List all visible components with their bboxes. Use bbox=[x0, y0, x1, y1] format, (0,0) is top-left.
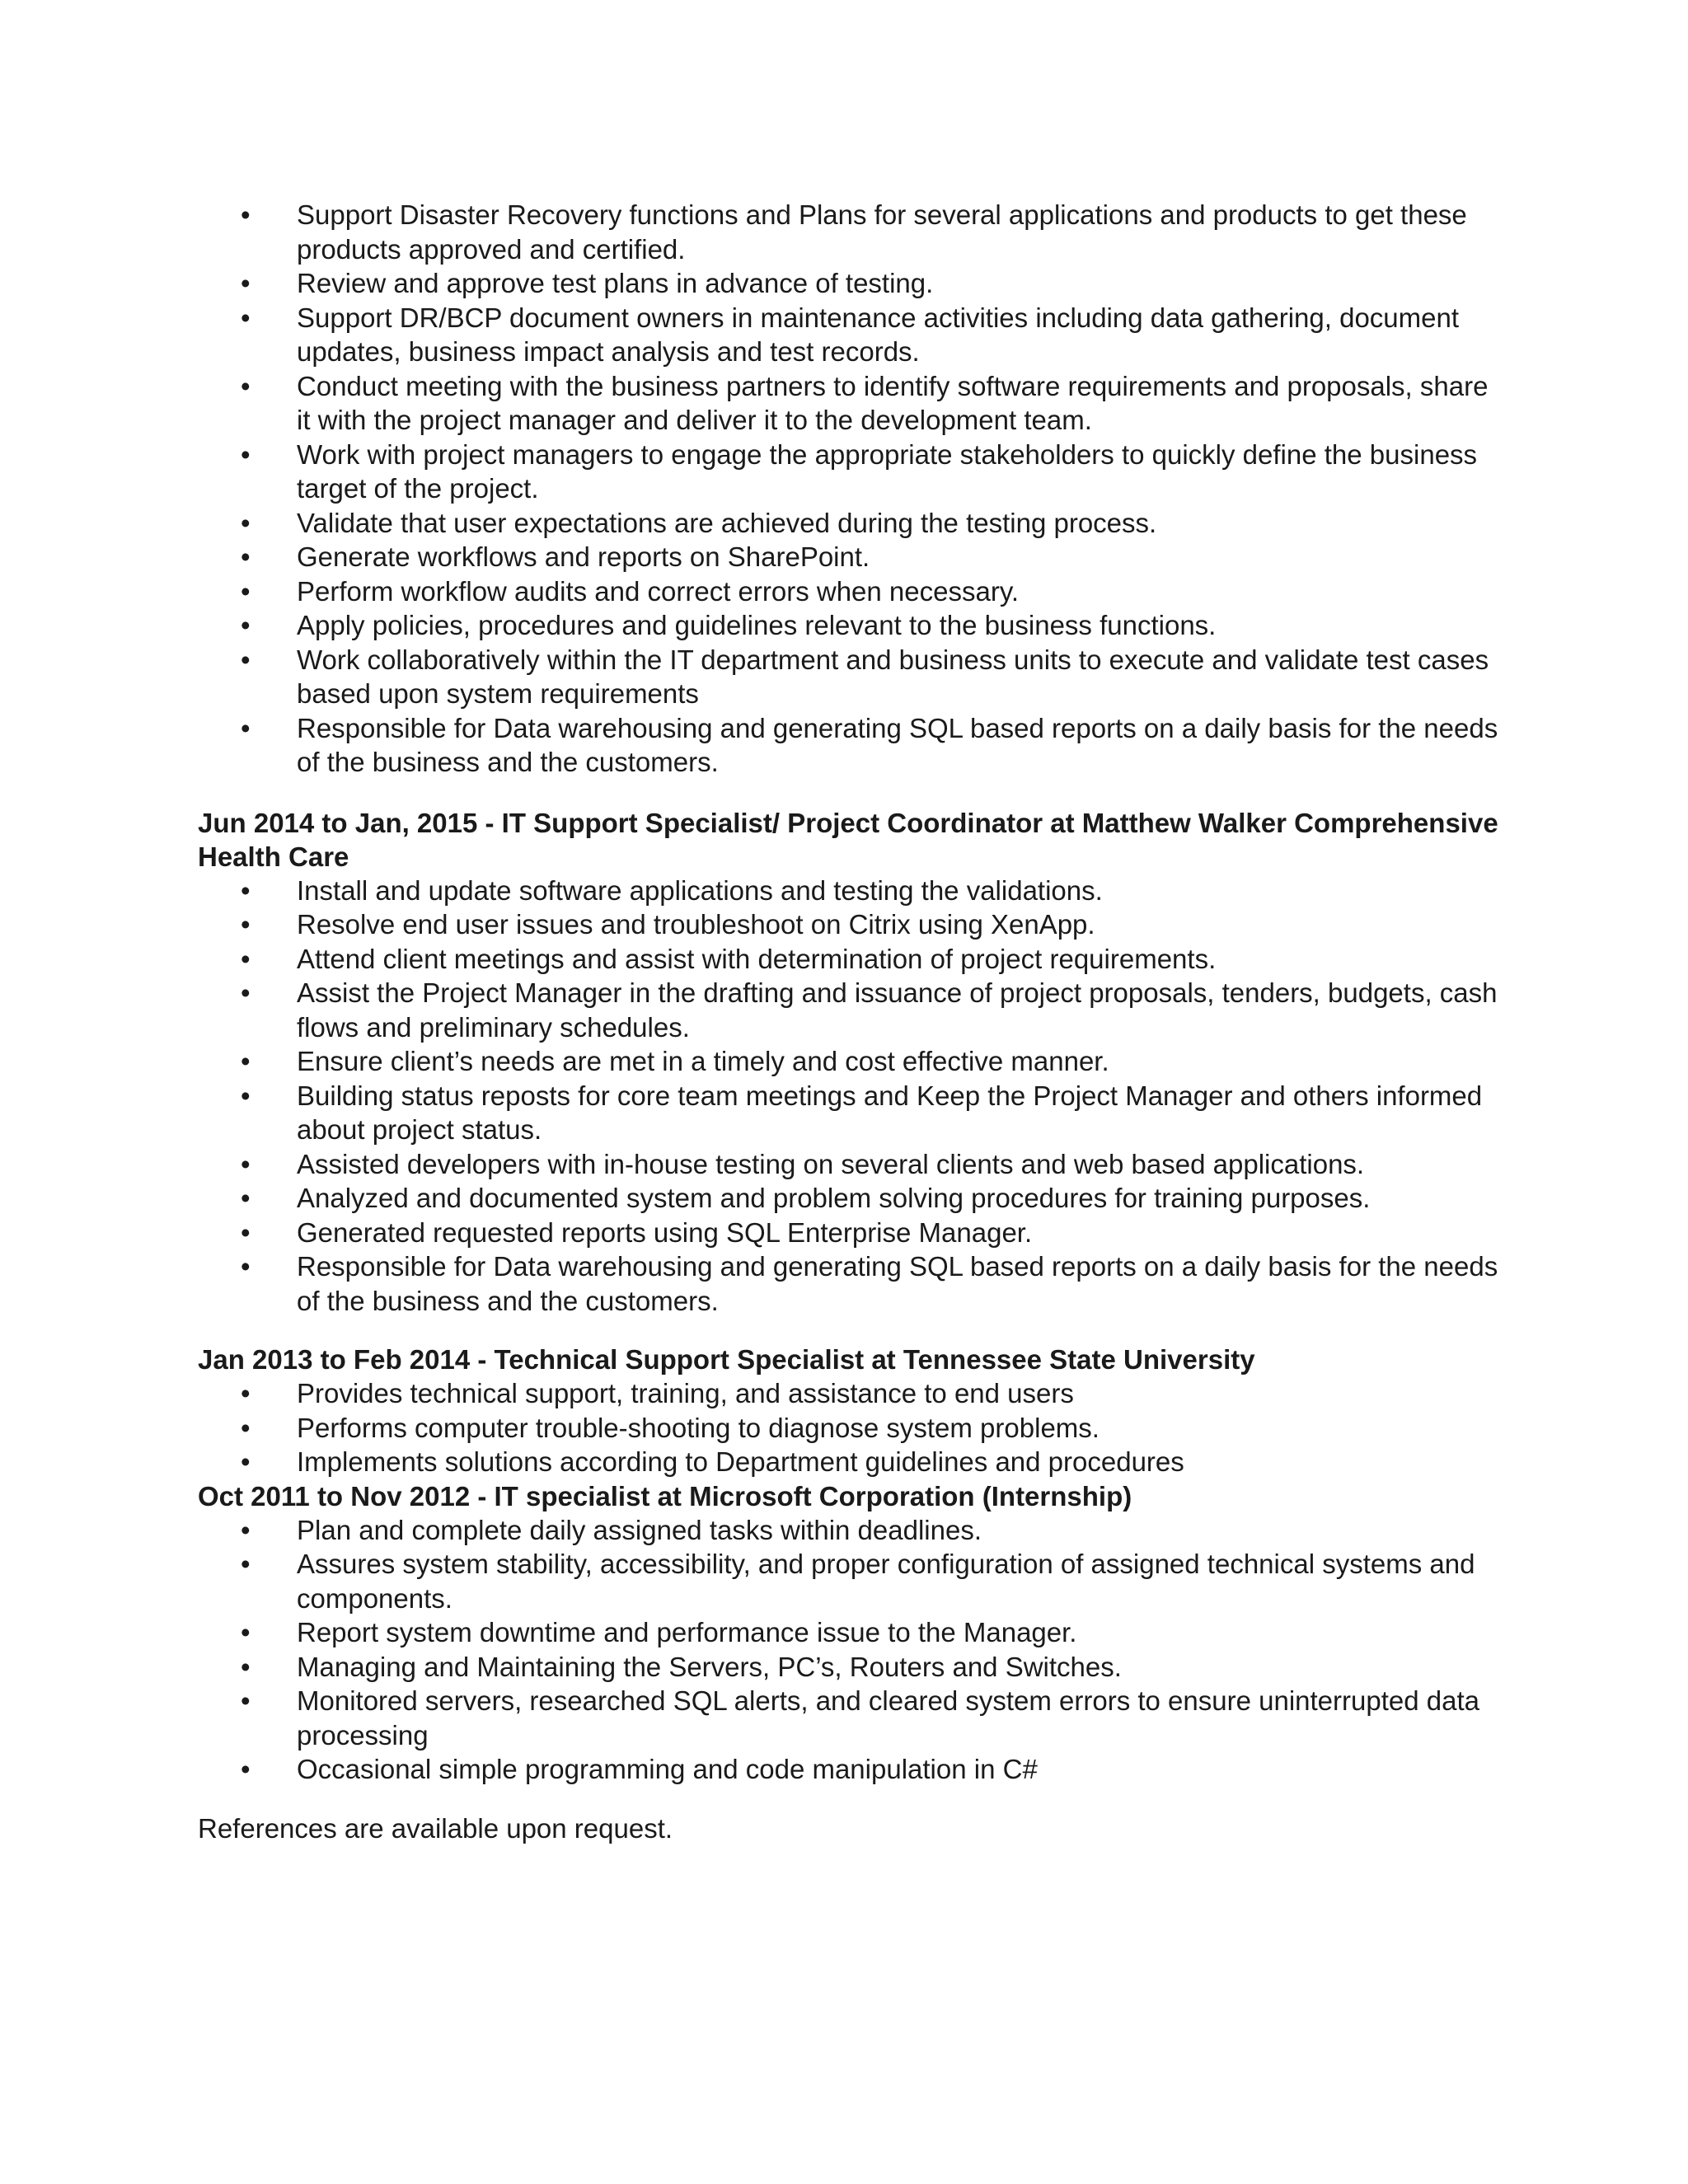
tsu-bullet-list bbox=[198, 1376, 1500, 1479]
spacer bbox=[198, 780, 1500, 806]
bullet-item: • Assures system stability, accessibility, and proper configuration of assigned technical systems and components. bbox=[297, 1547, 1500, 1615]
bullet-item: • Review and approve test plans in advance of testing. bbox=[297, 266, 1500, 301]
bullet-item: • Resolve end user issues and troubleshoot on Citrix using XenApp. bbox=[297, 907, 1500, 942]
bullet-item: • Install and update software applications and testing the validations. bbox=[297, 874, 1500, 908]
bullet-item: • Generated requested reports using SQL Enterprise Manager. bbox=[297, 1216, 1500, 1250]
bullet-item: • Assisted developers with in-house testing on several clients and web based applications. bbox=[297, 1147, 1500, 1182]
resume-page bbox=[198, 198, 1500, 1845]
bullet-item: • Conduct meeting with the business partners to identify software requirements and proposals, share it with the project manager and deliver it to the development team. bbox=[297, 369, 1500, 438]
bullet-item: • Monitored servers, researched SQL alerts, and cleared system errors to ensure uninterrupted data processing bbox=[297, 1684, 1500, 1752]
bullet-item: • Work with project managers to engage the appropriate stakeholders to quickly define the business target of the project. bbox=[297, 438, 1500, 506]
bullet-item: • Responsible for Data warehousing and generating SQL based reports on a daily basis for the needs of the business and the customers. bbox=[297, 711, 1500, 780]
bullet-item: • Occasional simple programming and code manipulation in C# bbox=[297, 1752, 1500, 1787]
bullet-item: • Generate workflows and reports on SharePoint. bbox=[297, 540, 1500, 574]
matthew-walker-bullet-list bbox=[198, 874, 1500, 1319]
bullet-item: • Provides technical support, training, and assistance to end users bbox=[297, 1376, 1500, 1411]
bullet-item: • Ensure client’s needs are met in a timely and cost effective manner. bbox=[297, 1044, 1500, 1079]
spacer bbox=[198, 1318, 1500, 1343]
bullet-item: • Support DR/BCP document owners in maintenance activities including data gathering, document updates, business impact analysis and test records. bbox=[297, 301, 1500, 369]
bullet-item: • Implements solutions according to Department guidelines and procedures bbox=[297, 1445, 1500, 1479]
intro-bullet-list bbox=[198, 198, 1500, 780]
spacer bbox=[198, 1787, 1500, 1811]
job-heading-tsu: Jan 2013 to Feb 2014 - Technical Support Specialist at Tennessee State University bbox=[198, 1344, 1255, 1375]
microsoft-bullet-list bbox=[198, 1513, 1500, 1787]
bullet-item: • Attend client meetings and assist with determination of project requirements. bbox=[297, 942, 1500, 977]
job-heading-matthew-walker: Jun 2014 to Jan, 2015 - IT Support Specialist/ Project Coordinator at Matthew Walker Comprehensive Health Care bbox=[198, 807, 1498, 872]
bullet-item: • Perform workflow audits and correct errors when necessary. bbox=[297, 574, 1500, 609]
bullet-item: • Analyzed and documented system and problem solving procedures for training purposes. bbox=[297, 1181, 1500, 1216]
bullet-item: • Performs computer trouble-shooting to diagnose system problems. bbox=[297, 1411, 1500, 1446]
bullet-item: • Validate that user expectations are achieved during the testing process. bbox=[297, 506, 1500, 541]
bullet-item: • Assist the Project Manager in the drafting and issuance of project proposals, tenders, budgets, cash flows and preliminary schedules. bbox=[297, 976, 1500, 1044]
bullet-item: • Plan and complete daily assigned tasks within deadlines. bbox=[297, 1513, 1500, 1548]
job-heading-microsoft: Oct 2011 to Nov 2012 - IT specialist at Microsoft Corporation (Internship) bbox=[198, 1480, 1132, 1511]
references-note: References are available upon request. bbox=[198, 1812, 673, 1844]
bullet-item: • Apply policies, procedures and guidelines relevant to the business functions. bbox=[297, 608, 1500, 643]
bullet-item: • Building status reposts for core team meetings and Keep the Project Manager and others informed about project status. bbox=[297, 1079, 1500, 1147]
bullet-item: • Work collaboratively within the IT department and business units to execute and validate test cases based upon system requirements bbox=[297, 643, 1500, 711]
bullet-item: • Responsible for Data warehousing and generating SQL based reports on a daily basis for the needs of the business and the customers. bbox=[297, 1249, 1500, 1318]
bullet-item: • Report system downtime and performance issue to the Manager. bbox=[297, 1615, 1500, 1650]
bullet-item: • Support Disaster Recovery functions and Plans for several applications and products to get these products approved and certified. bbox=[297, 198, 1500, 266]
bullet-item: • Managing and Maintaining the Servers, PC’s, Routers and Switches. bbox=[297, 1650, 1500, 1685]
